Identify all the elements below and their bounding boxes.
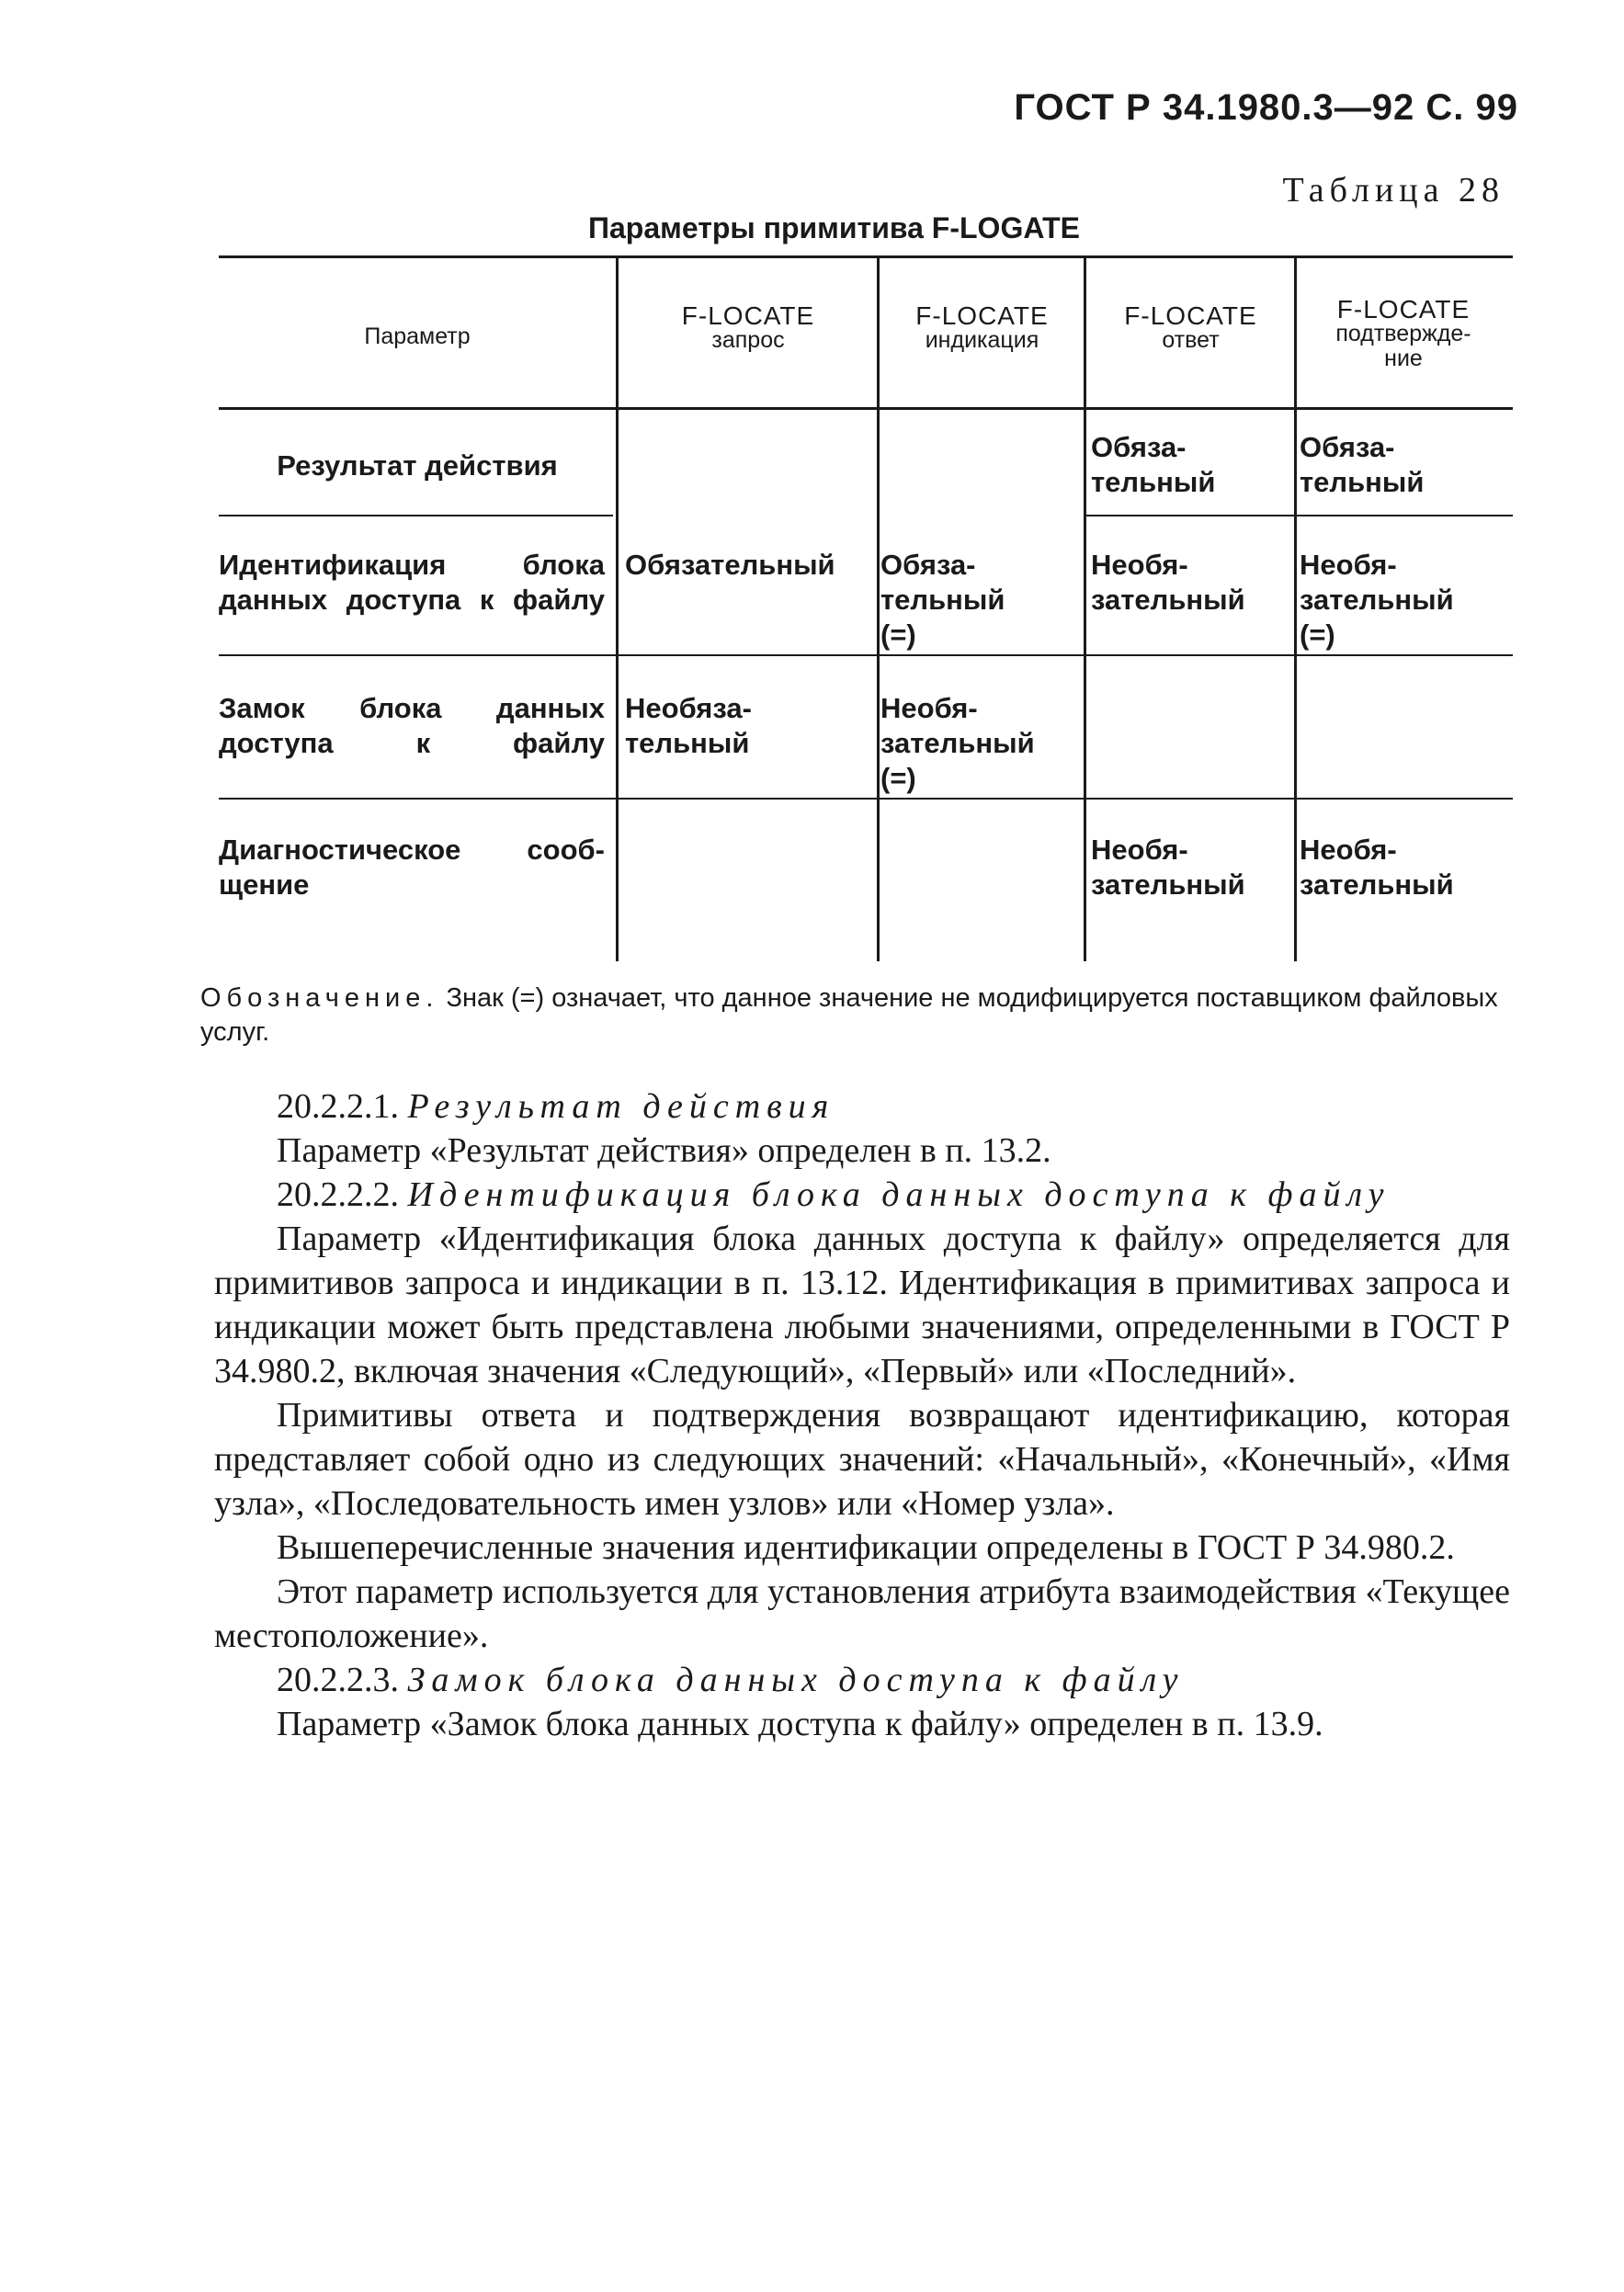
paragraph: Этот параметр используется для установления атрибута взаимодействия «Текущее местоположение».: [214, 1572, 1510, 1655]
section-heading: 20.2.2.1. Результат действия: [277, 1087, 835, 1126]
row-param-diagnostic: Диагностическое сооб-щение: [219, 834, 605, 901]
paragraph: Параметр «Замок блока данных доступа к файлу» определен в п. 13.9.: [277, 1705, 1323, 1743]
section-heading: 20.2.2.3. Замок блока данных доступа к файлу: [277, 1661, 1185, 1699]
table-top-rule: [219, 255, 1513, 258]
table-title: Параметры примитива F-LOGATE: [588, 211, 1080, 244]
col-divider: [1294, 255, 1297, 961]
cell-result-confirm: Обяза-тельный: [1300, 431, 1425, 498]
header-response: F-LOCATE ответ: [1124, 301, 1257, 353]
row-rule: [219, 654, 1513, 656]
table-header-rule: [219, 407, 1513, 410]
paragraph: Параметр «Результат действия» определен в п. 13.2.: [277, 1131, 1051, 1170]
note-label: Обозначение.: [200, 983, 439, 1013]
paragraph: Параметр «Идентификация блока данных доступа к файлу» определяется для примитивов запроса и индикации в п. 13.12. Идентификация в примитивах запроса и индикации может быть представлена любыми значениями, определенными в ГОСТ Р 34.980.2, включая значения «Следующий», «Первый» или «Последний».: [214, 1220, 1510, 1390]
note-text: Знак (=) означает, что данное значение не модифицируется поставщиком файловых услуг.: [200, 983, 1498, 1047]
row-rule: [1085, 515, 1513, 516]
body-text: [214, 1084, 1510, 1746]
header-indication: F-LOCATE индикация: [915, 301, 1049, 353]
row-param-lock: Замок блока данных доступа к файлу: [219, 692, 605, 759]
paragraph: Примитивы ответа и подтверждения возвращают идентификацию, которая представляет собой одно из следующих значений: «Начальный», «Конечный», «Имя узла», «Последовательность имен узлов» или «Номер узла».: [214, 1396, 1510, 1523]
col-divider: [616, 255, 619, 961]
row-param-identification: Идентификация блока данных доступа к файлу: [219, 549, 605, 616]
row-param-result: Результат действия: [277, 449, 558, 482]
row-rule: [219, 798, 1513, 800]
section-heading: 20.2.2.2. Идентификация блока данных доступа к файлу: [277, 1175, 1391, 1214]
cell-lock-request: Необяза-тельный: [625, 692, 752, 759]
header-parameter: Параметр: [364, 323, 471, 349]
table-number: Таблица 28: [1282, 171, 1505, 210]
page-header: ГОСТ Р 34.1980.3—92 С. 99: [1014, 87, 1518, 128]
header-request: F-LOCATE запрос: [681, 301, 815, 353]
cell-result-response: Обяза-тельный: [1091, 431, 1216, 498]
col-divider: [877, 255, 880, 961]
cell-ident-confirm: Необя-зательный (=): [1300, 549, 1454, 651]
cell-diag-response: Необя-зательный: [1091, 834, 1245, 901]
paragraph: Вышеперечисленные значения идентификации определены в ГОСТ Р 34.980.2.: [277, 1528, 1455, 1567]
table-note: [200, 981, 1510, 1050]
cell-ident-indication: Обяза-тельный (=): [880, 549, 1005, 651]
cell-diag-confirm: Необя-зательный: [1300, 834, 1454, 901]
row-rule: [219, 515, 613, 516]
cell-ident-response: Необя-зательный: [1091, 549, 1245, 616]
col-divider: [1084, 255, 1086, 961]
cell-lock-indication: Необя-зательный (=): [880, 692, 1035, 794]
parameters-table: [219, 255, 1513, 963]
header-confirmation: F-LOCATE подтвержде-ние: [1335, 295, 1471, 371]
cell-ident-request: Обязательный: [625, 549, 835, 581]
